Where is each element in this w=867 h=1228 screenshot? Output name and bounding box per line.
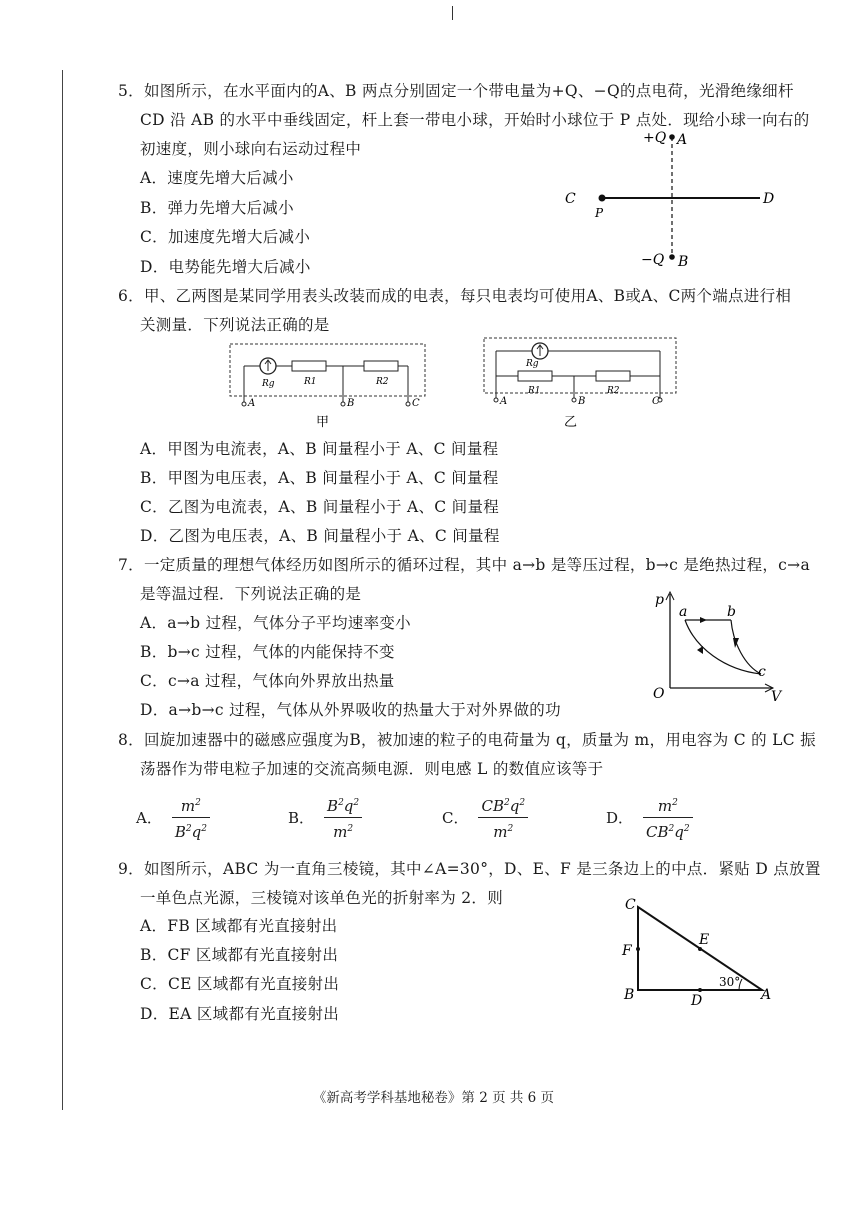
q6-option-b: B．甲图为电压表，A、B 间量程小于 A、C 间量程 <box>140 469 499 487</box>
charge-b-dot <box>669 254 675 260</box>
q5-stem-line3: 初速度，则小球向右运动过程中 <box>140 140 362 158</box>
caption-yi: 乙 <box>564 415 578 430</box>
svg-text:30°: 30° <box>719 975 741 989</box>
q9-stem-line2: 一单色点光源，三棱镜对该单色光的折射率为 2．则 <box>140 889 503 907</box>
q5-option-a: A．速度先增大后减小 <box>140 169 294 187</box>
label-p: P <box>595 206 604 220</box>
q8-option-c: C． $\frac{CB^2q^2}{m^2}$ <box>442 792 528 843</box>
resistor-r1-yi <box>518 371 552 381</box>
svg-text:O: O <box>653 686 665 702</box>
q7-option-c: C．c→a 过程，气体向外界放出热量 <box>140 672 395 690</box>
q6-option-c: C．乙图为电流表，A、B 间量程小于 A、C 间量程 <box>140 498 500 516</box>
svg-text:a: a <box>679 604 688 620</box>
q7-stem-line1: 7．一定质量的理想气体经历如图所示的循环过程，其中 a→b 是等压过程，b→c 是绝热过程，c→a <box>118 556 810 574</box>
q5-figure <box>555 125 785 275</box>
binding-line <box>62 70 63 1110</box>
q9-option-c: C．CE 区域都有光直接射出 <box>140 975 340 993</box>
q5-option-d: D．电势能先增大后减小 <box>140 258 311 276</box>
q5-stem-line2: CD 沿 AB 的水平中垂线固定，杆上套一带电小球，开始时小球位于 P 点处．现给小球一向右的 <box>140 111 810 129</box>
svg-text:A: A <box>761 987 772 1003</box>
q8-option-a: A． $\frac{m^2}{B^2q^2}$ <box>136 792 210 843</box>
svg-text:p: p <box>655 592 664 608</box>
q6-stem-line2: 关测量．下列说法正确的是 <box>140 316 330 334</box>
label-minus-q: −Q <box>641 252 665 268</box>
q7-option-b: B．b→c 过程，气体的内能保持不变 <box>140 643 395 661</box>
q5-option-b: B．弹力先增大后减小 <box>140 199 294 217</box>
caption-jia: 甲 <box>316 415 330 430</box>
svg-text:E: E <box>699 932 710 948</box>
q7-pv-figure <box>645 588 785 703</box>
resistor-r2-yi <box>596 371 630 381</box>
svg-text:R1: R1 <box>528 386 541 396</box>
q5-option-c: C．加速度先增大后减小 <box>140 228 311 246</box>
charge-a-dot <box>669 134 675 140</box>
label-plus-q: +Q <box>643 130 667 146</box>
svg-text:A: A <box>248 398 256 409</box>
label-a: A <box>677 132 688 148</box>
q8-stem-line2: 荡器作为带电粒子加速的交流高频电源．则电感 L 的数值应该等于 <box>140 760 604 778</box>
resistor-r2-jia <box>364 361 398 371</box>
label-c: C <box>565 191 576 207</box>
svg-text:R2: R2 <box>607 386 620 396</box>
q8-option-b: B． $\frac{B^2q^2}{m^2}$ <box>288 792 362 843</box>
svg-text:B: B <box>624 987 635 1003</box>
resistor-r1-jia <box>292 361 326 371</box>
q6-figure-yi <box>482 336 682 431</box>
svg-text:c: c <box>758 664 766 680</box>
q9-option-d: D．EA 区域都有光直接射出 <box>140 1005 340 1023</box>
q6-option-a: A．甲图为电流表，A、B 间量程小于 A、C 间量程 <box>140 440 499 458</box>
svg-text:C: C <box>412 398 420 409</box>
q9-option-b: B．CF 区域都有光直接射出 <box>140 946 339 964</box>
ball-p <box>599 195 606 202</box>
q8-stem-line1: 8．回旋加速器中的磁感应强度为B，被加速的粒子的电荷量为 q，质量为 m，用电容为 C 的 LC 振 <box>118 731 816 749</box>
q6-stem-line1: 6．甲、乙两图是某同学用表头改装而成的电表，每只电表均可使用A、B或A、C两个端点进行相 <box>118 287 792 305</box>
svg-text:V: V <box>771 689 782 703</box>
svg-text:Rg: Rg <box>262 379 275 389</box>
svg-text:F: F <box>622 943 632 959</box>
q9-stem-line1: 9．如图所示，ABC 为一直角三棱镜，其中∠A=30°，D、E、F 是三条边上的中点．紧贴 D 点放置 <box>118 860 821 878</box>
svg-text:B: B <box>578 396 586 407</box>
svg-text:A: A <box>500 396 508 407</box>
q7-option-a: A．a→b 过程，气体分子平均速率变小 <box>140 614 411 632</box>
svg-text:R2: R2 <box>376 377 389 387</box>
q9-option-a: A．FB 区域都有光直接射出 <box>140 917 338 935</box>
q7-option-d: D．a→b→c 过程，气体从外界吸收的热量大于对外界做的功 <box>140 701 561 719</box>
top-mark <box>452 6 453 20</box>
q7-stem-line2: 是等温过程．下列说法正确的是 <box>140 585 362 603</box>
page-footer: 《新高考学科基地秘卷》第 2 页 共 6 页 <box>312 1090 555 1106</box>
label-b: B <box>678 254 689 270</box>
q8-option-d: D． $\frac{m^2}{CB^2q^2}$ <box>606 792 693 843</box>
svg-text:R1: R1 <box>304 377 317 387</box>
q6-figure-jia <box>228 342 428 432</box>
svg-text:C: C <box>625 897 636 913</box>
svg-text:Rg: Rg <box>526 359 539 369</box>
svg-text:B: B <box>347 398 355 409</box>
svg-text:D: D <box>691 993 703 1007</box>
svg-text:b: b <box>727 604 736 620</box>
q6-option-d: D．乙图为电压表，A、B 间量程小于 A、C 间量程 <box>140 527 500 545</box>
q5-stem-line1: 5．如图所示，在水平面内的A、B 两点分别固定一个带电量为+Q、−Q的点电荷，光滑绝缘细杆 <box>118 82 794 100</box>
svg-text:C: C <box>652 396 660 407</box>
q9-prism-figure <box>615 895 775 1007</box>
label-d: D <box>763 191 775 207</box>
process-bc <box>731 620 761 674</box>
